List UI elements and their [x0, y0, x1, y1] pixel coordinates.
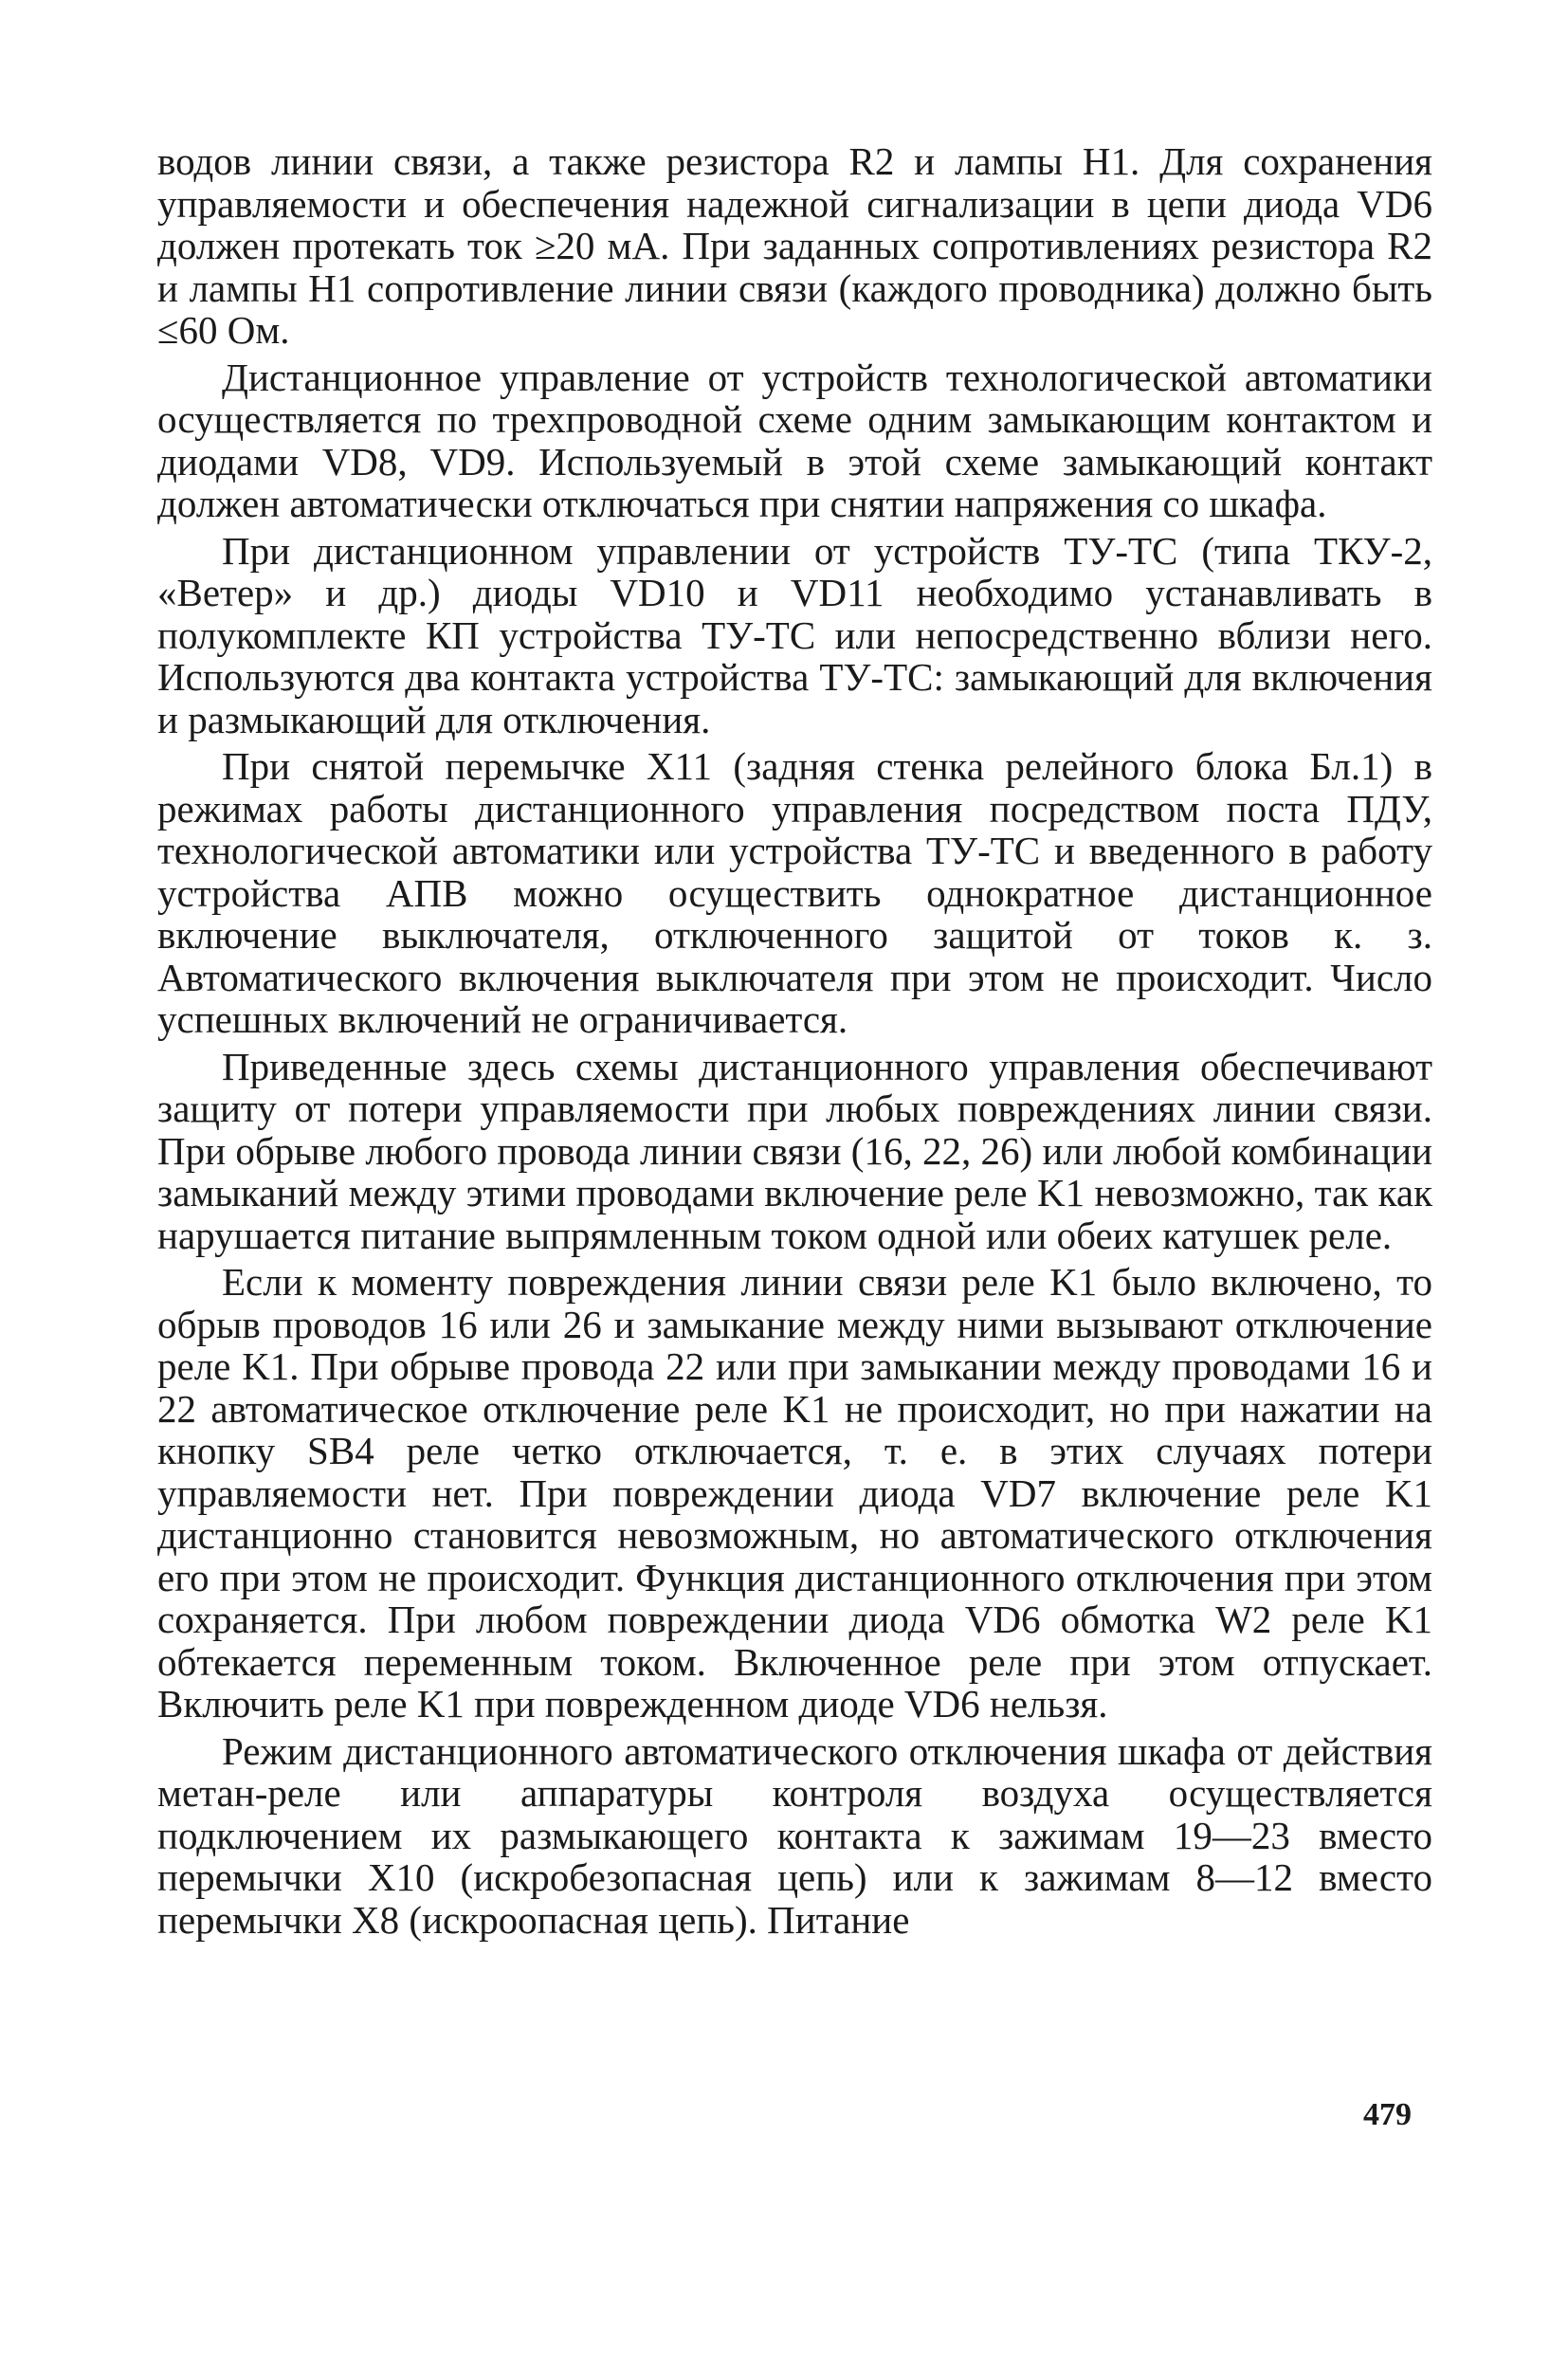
paragraph-4: При снятой перемычке X11 (задняя стенка релейного блока Бл.1) в режимах работы дистанционного управления посредством поста ПДУ, технологической автоматики или устройства ТУ-ТС и введенного в работу устройства АПВ можно осуществить однократное дистанционное включение выключателя, отключенного защитой от токов к. з. Автоматического включения выключателя при этом не происходит. Число успешных включений не ограничивается. — [157, 744, 1432, 1041]
page-number: 479 — [1363, 2097, 1412, 2132]
paragraph-7: Режим дистанционного автоматического отключения шкафа от действия метан-реле или аппаратуры контроля воздуха осуществляется подключением их размыкающего контакта к зажимам 19—23 вместо перемычки X10 (искробезопасная цепь) или к зажимам 8—12 вместо перемычки X8 (искроопасная цепь). Питание — [157, 1728, 1432, 1942]
page-text — [157, 140, 1432, 1941]
paragraph-1: водов линии связи, а также резистора R2 и лампы H1. Для сохранения управляемости и обеспечения надежной сигнализации в цепи диода VD6 должен протекать ток ≥20 мА. При заданных сопротивлениях резистора R2 и лампы H1 сопротивление линии связи (каждого проводника) должно быть ≤60 Ом. — [157, 139, 1432, 352]
paragraph-6: Если к моменту повреждения линии связи реле K1 было включено, то обрыв проводов 16 или 26 и замыкание между ними вызывают отключение реле K1. При обрыве провода 22 или при замыкании между проводами 16 и 22 автоматическое отключение реле K1 не происходит, но при нажатии на кнопку SB4 реле четко отключается, т. е. в этих случаях потери управляемости нет. При повреждении диода VD7 включение реле K1 дистанционно становится невозможным, но автоматического отключения его при этом не происходит. Функция дистанционного отключения при этом сохраняется. При любом повреждении диода VD6 обмотка W2 реле K1 обтекается переменным током. Включенное реле при этом отпускает. Включить реле K1 при поврежденном диоде VD6 нельзя. — [157, 1260, 1432, 1726]
paragraph-2: Дистанционное управление от устройств технологической автоматики осуществляется по трехпроводной схеме одним замыкающим контактом и диодами VD8, VD9. Используемый в этой схеме замыкающий контакт должен автоматически отключаться при снятии напряжения со шкафа. — [157, 355, 1432, 525]
paragraph-5: Приведенные здесь схемы дистанционного управления обеспечивают защиту от потери управляемости при любых повреждениях линии связи. При обрыве любого провода линии связи (16, 22, 26) или любой комбинации замыканий между этими проводами включение реле K1 невозможно, так как нарушается питание выпрямленным током одной или обеих катушек реле. — [157, 1044, 1432, 1257]
paragraph-3: При дистанционном управлении от устройств ТУ-ТС (типа ТКУ-2, «Ветер» и др.) диоды VD10 и VD11 необходимо устанавливать в полукомплекте КП устройства ТУ-ТС или непосредственно вблизи него. Используются два контакта устройства ТУ-ТС: замыкающий для включения и размыкающий для отключения. — [157, 528, 1432, 741]
